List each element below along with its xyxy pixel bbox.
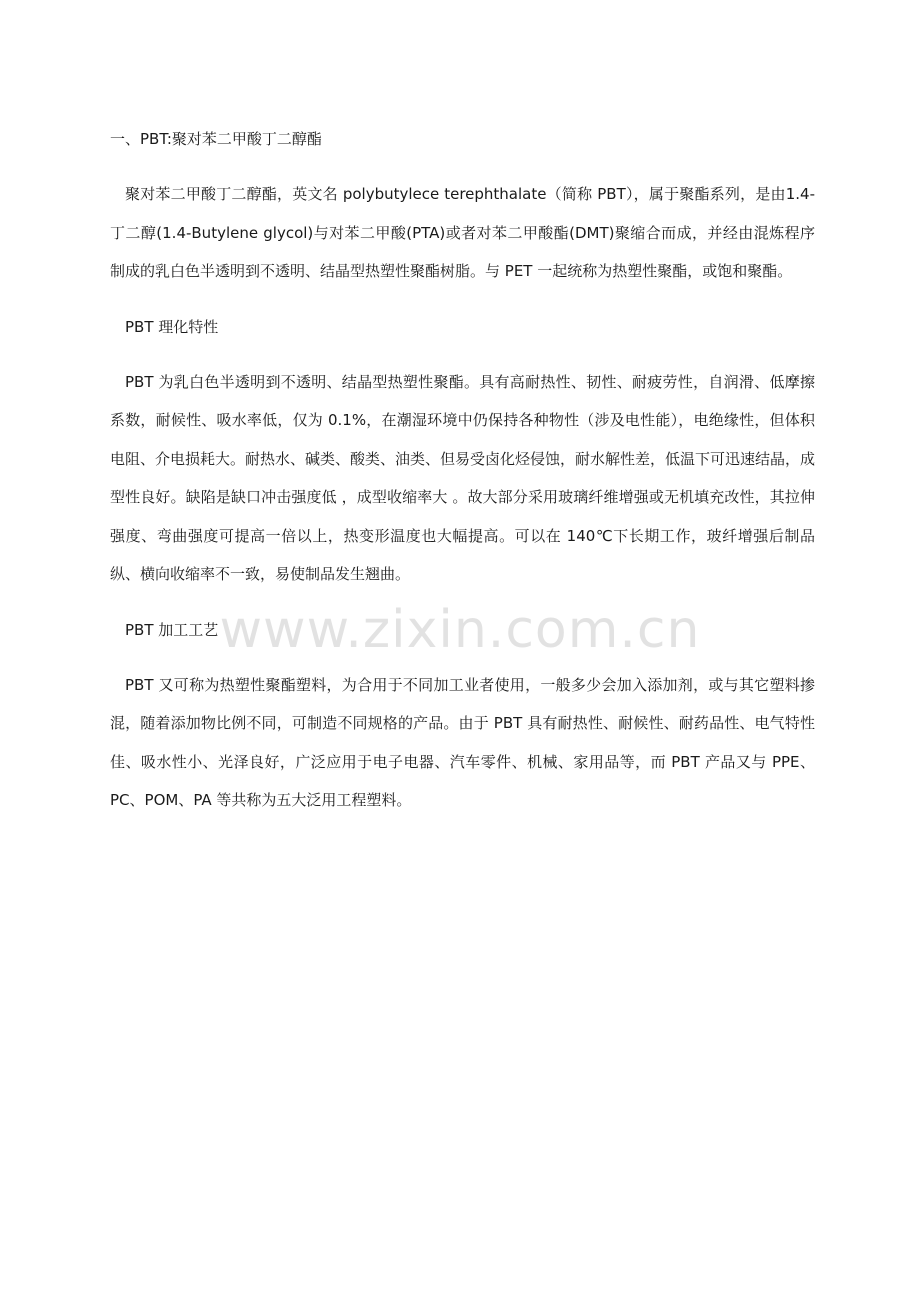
document-body bbox=[110, 120, 815, 837]
properties-paragraph: PBT 为乳白色半透明到不透明、结晶型热塑性聚酯。具有高耐热性、韧性、耐疲劳性，自润滑、低摩擦系数，耐候性、吸水率低，仅为 0.1%，在潮湿环境中仍保持各种物性（涉及电性能），电绝缘性，但体积电阻、介电损耗大。耐热水、碱类、酸类、油类、但易受卤化烃侵蚀，耐水解性差，低温下可迅速结晶，成型性良好。缺陷是缺口冲击强度低 ，成型收缩率大 。故大部分采用玻璃纤维增强或无机填充改性，其拉伸强度、弯曲强度可提高一倍以上，热变形温度也大幅提高。可以在 140℃下长期工作，玻纤增强后制品纵、横向收缩率不一致，易使制品发生翘曲。 bbox=[110, 372, 816, 583]
section-heading-processing: PBT 加工工艺 bbox=[125, 620, 219, 639]
section-heading-properties: PBT 理化特性 bbox=[125, 317, 219, 336]
intro-paragraph: 聚对苯二甲酸丁二醇酯，英文名 polybutylece terephthalate（简称 PBT），属于聚酯系列，是由1.4-丁二醇(1.4-Butylene glycol)与对苯二甲酸(PTA)或者对苯二甲酸酯(DMT)聚缩合而成，并经由混炼程序制成的乳白色半透明到不透明、结晶型热塑性聚酯树脂。与 PET 一起统称为热塑性聚酯，或饱和聚酯。 bbox=[110, 185, 815, 280]
processing-paragraph: PBT 又可称为热塑性聚酯塑料，为合用于不同加工业者使用，一般多少会加入添加剂，或与其它塑料掺混，随着添加物比例不同，可制造不同规格的产品。由于 PBT 具有耐热性、耐候性、耐药品性、电气特性佳、吸水性小、光泽良好，广泛应用于电子电器、汽车零件、机械、家用品等，而 PBT 产品又与 PPE、PC、POM、PA 等共称为五大泛用工程塑料。 bbox=[110, 675, 815, 809]
watermark: www.zixin.com.cn bbox=[219, 600, 701, 660]
document-title: 一、PBT:聚对苯二甲酸丁二醇酯 bbox=[110, 130, 322, 148]
